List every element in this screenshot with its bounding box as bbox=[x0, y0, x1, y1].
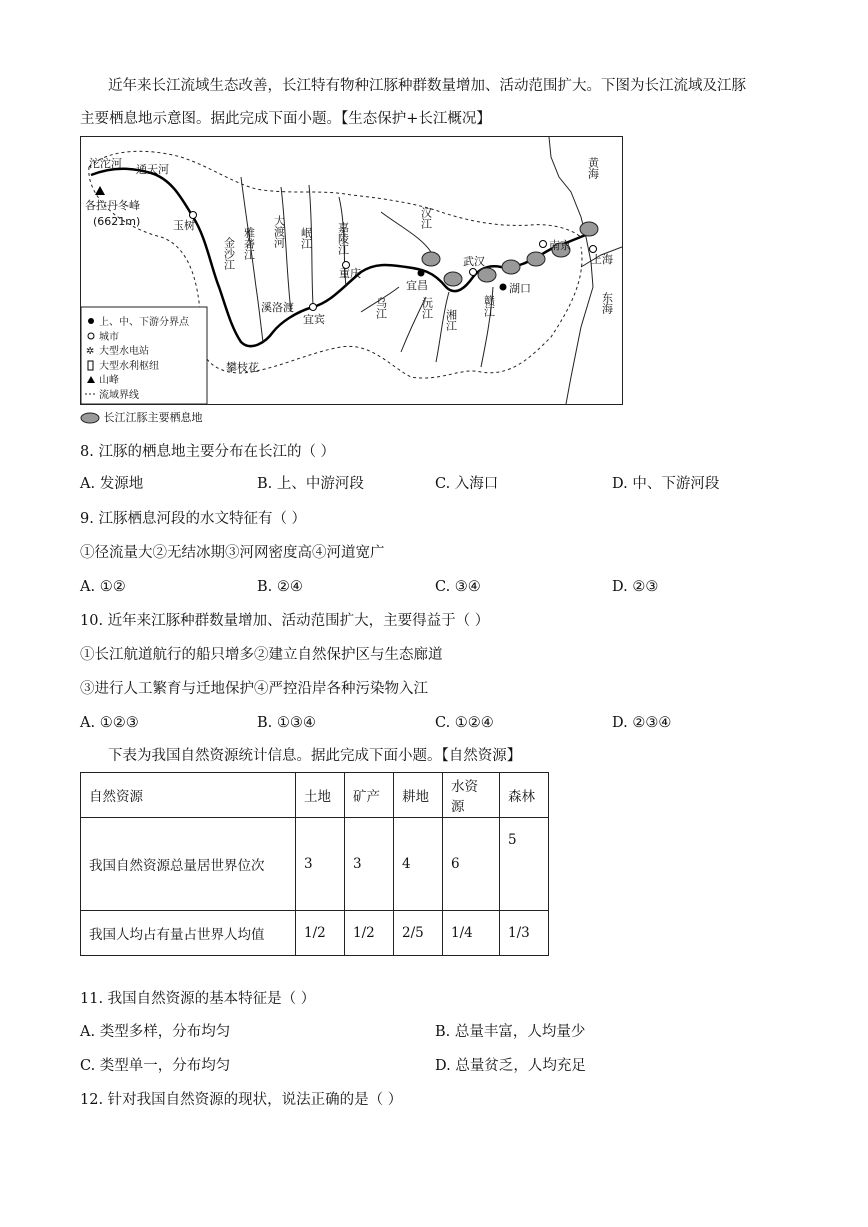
label-nanjing: 南京 bbox=[549, 239, 571, 252]
label-min: 岷江 bbox=[299, 227, 313, 249]
table-cell: 6 bbox=[443, 818, 500, 911]
label-geladan: 各拉丹冬峰 bbox=[85, 199, 140, 212]
table-cell: 1/3 bbox=[500, 911, 549, 956]
table-cell: 1/4 bbox=[443, 911, 500, 956]
label-dadu: 大渡河 bbox=[272, 215, 286, 248]
q8-stem: 8. 江豚的栖息地主要分布在长江的（ ） bbox=[80, 444, 336, 460]
legend-basin-line: 流域界线 bbox=[99, 390, 139, 401]
label-yuan: 沅江 bbox=[420, 297, 434, 319]
table-header-cell: 矿产 bbox=[345, 773, 394, 818]
label-xiluodu: 溪洛渡 bbox=[261, 301, 294, 314]
label-jinsha: 金沙江 bbox=[222, 237, 236, 270]
label-yalong: 雅砻江 bbox=[242, 227, 256, 260]
q10-option-d[interactable]: D. ②③④ bbox=[612, 715, 672, 731]
table-cell: 1/2 bbox=[345, 911, 394, 956]
q8-option-c[interactable]: C. 入海口 bbox=[435, 476, 499, 492]
intro-line-1: 近年来长江流域生态改善，长江特有物种江豚种群数量增加、活动范围扩大。下图为长江流域及江豚 bbox=[108, 78, 746, 94]
label-chongqing: 重庆 bbox=[339, 267, 361, 280]
q11-stem: 11. 我国自然资源的基本特征是（ ） bbox=[80, 991, 316, 1007]
table-header-cell: 森林 bbox=[500, 773, 549, 818]
legend-boundary: 上、中、下游分界点 bbox=[99, 317, 189, 328]
table-row bbox=[81, 911, 549, 956]
legend-hydropower: 大型水电站 bbox=[99, 346, 149, 357]
legend-peak: 山峰 bbox=[99, 375, 119, 386]
table-header-cell: 自然资源 bbox=[81, 773, 296, 818]
table-cell: 我国自然资源总量居世界位次 bbox=[81, 818, 296, 911]
q9-items: ①径流量大②无结冰期③河网密度高④河道宽广 bbox=[80, 545, 385, 561]
q12-stem: 12. 针对我国自然资源的现状，说法正确的是（ ） bbox=[80, 1092, 403, 1108]
svg-text:✲: ✲ bbox=[86, 346, 95, 357]
q11-option-d[interactable]: D. 总量贫乏，人均充足 bbox=[435, 1058, 586, 1074]
q10-option-c[interactable]: C. ①②④ bbox=[435, 715, 494, 731]
label-yushu: 玉树 bbox=[173, 219, 195, 232]
table-cell: 5 bbox=[500, 818, 549, 911]
label-panzhihua: 攀枝花 bbox=[226, 361, 259, 374]
q11-option-a[interactable]: A. 类型多样，分布均匀 bbox=[80, 1024, 231, 1040]
q8-option-d[interactable]: D. 中、下游河段 bbox=[612, 476, 720, 492]
table-cell: 3 bbox=[345, 818, 394, 911]
label-wu: 乌江 bbox=[374, 297, 388, 319]
intro-line-2: 主要栖息地示意图。据此完成下面小题。【生态保护+长江概况】 bbox=[80, 111, 491, 127]
label-han: 汉江 bbox=[419, 207, 433, 229]
label-gan: 赣江 bbox=[482, 295, 496, 317]
table-cell: 1/2 bbox=[296, 911, 345, 956]
q11-option-c[interactable]: C. 类型单一，分布均匀 bbox=[80, 1058, 231, 1074]
q10-items-1: ①长江航道航行的船只增多②建立自然保护区与生态廊道 bbox=[80, 647, 443, 663]
label-shanghai: 上海 bbox=[591, 253, 613, 266]
yangtze-basin-map bbox=[80, 136, 623, 405]
table-header-row bbox=[81, 773, 549, 818]
label-hukou: 湖口 bbox=[509, 282, 531, 295]
q9-option-d[interactable]: D. ②③ bbox=[612, 579, 659, 595]
q10-items-2: ③进行人工繁育与迁地保护④严控沿岸各种污染物入江 bbox=[80, 681, 428, 697]
q9-stem: 9. 江豚栖息河段的水文特征有（ ） bbox=[80, 511, 307, 527]
habitat-legend bbox=[80, 410, 203, 426]
habitat-legend-label: 长江江豚主要栖息地 bbox=[103, 411, 203, 424]
table-row bbox=[81, 818, 549, 911]
q9-option-c[interactable]: C. ③④ bbox=[435, 579, 481, 595]
label-donghai: 东海 bbox=[600, 292, 614, 314]
table-intro: 下表为我国自然资源统计信息。据此完成下面小题。【自然资源】 bbox=[108, 748, 522, 764]
table-header-cell: 土地 bbox=[296, 773, 345, 818]
label-elevation: (6621m) bbox=[93, 215, 141, 228]
q10-stem: 10. 近年来江豚种群数量增加、活动范围扩大，主要得益于（ ） bbox=[80, 613, 490, 629]
legend-city: 城市 bbox=[99, 332, 119, 343]
resource-table bbox=[80, 772, 549, 956]
label-wuhan: 武汉 bbox=[463, 255, 485, 268]
q10-option-a[interactable]: A. ①②③ bbox=[80, 715, 139, 731]
habitat-icon bbox=[80, 412, 100, 424]
q9-option-a[interactable]: A. ①② bbox=[80, 579, 126, 595]
q8-option-b[interactable]: B. 上、中游河段 bbox=[257, 476, 364, 492]
table-header-cell: 耕地 bbox=[394, 773, 443, 818]
label-jialing: 嘉陵江 bbox=[336, 222, 350, 255]
q9-option-b[interactable]: B. ②④ bbox=[257, 579, 303, 595]
label-tuotuo: 沱沱河 bbox=[89, 157, 122, 170]
q10-option-b[interactable]: B. ①③④ bbox=[257, 715, 316, 731]
label-huanghai: 黄海 bbox=[586, 157, 600, 179]
table-cell: 4 bbox=[394, 818, 443, 911]
table-cell: 3 bbox=[296, 818, 345, 911]
table-cell: 我国人均占有量占世界人均值 bbox=[81, 911, 296, 956]
legend-hub: 大型水利枢纽 bbox=[99, 361, 159, 372]
label-tongtian: 通天河 bbox=[136, 163, 169, 176]
label-yichang: 宜昌 bbox=[406, 279, 428, 292]
q11-option-b[interactable]: B. 总量丰富，人均量少 bbox=[435, 1024, 586, 1040]
label-yibin: 宜宾 bbox=[303, 313, 325, 326]
q8-option-a[interactable]: A. 发源地 bbox=[80, 476, 144, 492]
label-xiang: 湘江 bbox=[444, 309, 458, 331]
table-cell: 2/5 bbox=[394, 911, 443, 956]
table-header-cell: 水资源 bbox=[443, 773, 500, 818]
